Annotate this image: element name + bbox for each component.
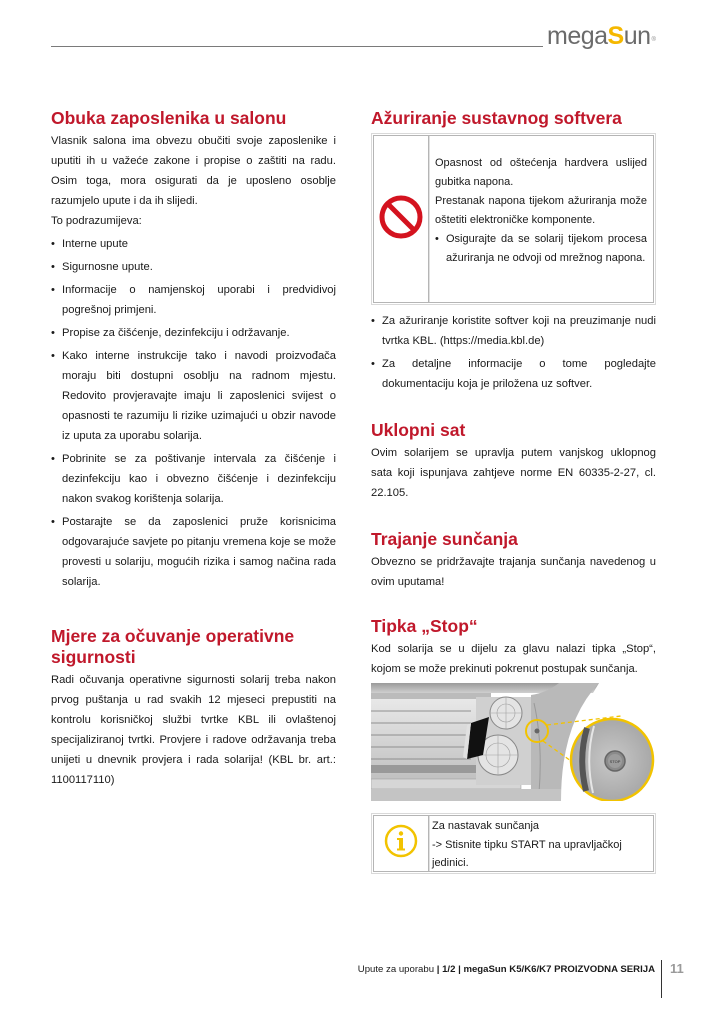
- stop-button-label: STOP: [609, 759, 621, 764]
- list-item: • Propise za čišćenje, dezinfekciju i održavanje.: [51, 323, 336, 343]
- logo-prefix: mega: [547, 22, 608, 50]
- info-icon-cell: [374, 816, 429, 871]
- footer-series: megaSun K5/K6/K7 PROIZVODNA SERIJA: [463, 964, 655, 975]
- timer-body: Ovim solarijem se upravlja putem vanjskog uklopnog sata koji ispunjava zahtjeve norme EN 60335-2-27, cl. 22.105.: [371, 447, 656, 499]
- list-item: • Za detaljne informacije o tome pogledajte dokumentaciju koja je priložena uz softver.: [371, 354, 656, 394]
- list-item: • Interne upute: [51, 234, 336, 254]
- stop-title: Tipka „Stop“: [371, 616, 478, 636]
- training-lead: To podrazumijeva:: [51, 215, 142, 227]
- safety-body: Radi očuvanja operativne sigurnosti solarij treba nakon prvog puštanja u rad svakih 12 mjeseci prepustiti na kontrolu korisničkoj službi tvrtke KBL ili ovlaštenoj specijaliziranoj tvrtki. Provjere i radove održavanja treba unijeti u dnevnik provjera i rada solarija! (KBL br. art.: 1100117110): [51, 674, 336, 786]
- training-list: [51, 234, 336, 592]
- header-rule: [51, 46, 543, 47]
- list-item: • Za ažuriranje koristite softver koji na preuzimanje nudi tvrtka KBL. (https://media.kbl.de): [371, 311, 656, 351]
- info-line-2: -> Stisnite tipku START na upravljačkoj jedinici.: [432, 838, 622, 869]
- info-box: [373, 815, 654, 872]
- timer-title: Uklopni sat: [371, 420, 466, 440]
- warning-icon-cell: [374, 136, 429, 302]
- registered-mark: ®: [651, 37, 656, 43]
- training-section: [51, 108, 336, 592]
- info-line-1: Za nastavak sunčanja: [432, 820, 540, 832]
- warning-line-2: Prestanak napona tijekom ažuriranja može oštetiti elektroničke komponente.: [435, 195, 647, 226]
- footer-doc: Upute za uporabu: [357, 964, 435, 975]
- logo-suffix: un: [623, 22, 651, 50]
- list-item: • Pobrinite se za poštivanje intervala za čišćenje i dezinfekciju kao i obvezno čišćenje i dezinfekciju nakon svakog korištenja solarija.: [51, 449, 336, 509]
- info-text: [429, 816, 653, 871]
- software-section: [371, 108, 656, 394]
- list-item: • Sigurnosne upute.: [51, 257, 336, 277]
- training-title: Obuka zaposlenika u salonu: [51, 108, 287, 128]
- right-column: [371, 108, 656, 896]
- training-intro: Vlasnik salona ima obvezu obučiti svoje zaposlenike i uputiti ih u važeće zakone i propise o zaštiti na radu. Osim toga, mora osigurati da je uposleno osoblje razumjelo upute i da ih slijedi.: [51, 135, 336, 207]
- prohibition-icon: [379, 195, 423, 244]
- logo-highlight: S: [607, 22, 624, 50]
- stop-section: [371, 616, 656, 872]
- warning-list: [435, 230, 647, 268]
- duration-body: Obvezno se pridržavajte trajanja sunčanja navedenog u ovim uputama!: [371, 556, 656, 588]
- footer-part: 1/2: [442, 964, 456, 975]
- info-icon: [383, 823, 419, 864]
- footer-separator: |: [434, 964, 443, 975]
- duration-section: [371, 529, 656, 592]
- left-column: [51, 108, 336, 814]
- solarium-stop-button-illustration: [371, 683, 658, 801]
- warning-line-1: Opasnost od oštećenja hardvera uslijed gubitka napona.: [435, 157, 647, 188]
- safety-title: Mjere za očuvanje operativne sigurnosti: [51, 626, 295, 667]
- warning-box: [373, 135, 654, 303]
- software-list: [371, 311, 656, 394]
- safety-section: [51, 626, 336, 790]
- footer: [358, 964, 655, 975]
- page-number: 11: [670, 961, 684, 976]
- duration-title: Trajanje sunčanja: [371, 529, 518, 549]
- timer-section: [371, 420, 656, 503]
- list-item: • Osigurajte da se solarij tijekom procesa ažuriranja ne odvoji od mrežnog napona.: [435, 230, 647, 268]
- list-item: • Informacije o namjenskoj uporabi i predvidivoj pogrešnoj primjeni.: [51, 280, 336, 320]
- megasun-logo: [547, 21, 655, 51]
- list-item: • Postarajte se da zaposlenici pruže korisnicima odgovarajuće savjete po pitanju vremena koje se može provesti u solariju, mogućih rizika i samog načina rada solarija.: [51, 512, 336, 592]
- warning-text: [429, 136, 653, 302]
- software-title: Ažuriranje sustavnog softvera: [371, 108, 622, 128]
- stop-body: Kod solarija se u dijelu za glavu nalazi tipka „Stop“, kojom se može prekinuti pokrenut postupak sunčanja.: [371, 643, 656, 675]
- footer-separator: |: [455, 964, 464, 975]
- footer-divider: [661, 960, 662, 998]
- list-item: • Kako interne instrukcije tako i navodi proizvođača moraju biti dostupni osoblju na radnom mjestu. Redovito provjeravajte imaju li zaposlenici svijest o opasnosti te razumiju li rizike uzimajući u obzir navode iz uputa za uporabu solarija.: [51, 346, 336, 446]
